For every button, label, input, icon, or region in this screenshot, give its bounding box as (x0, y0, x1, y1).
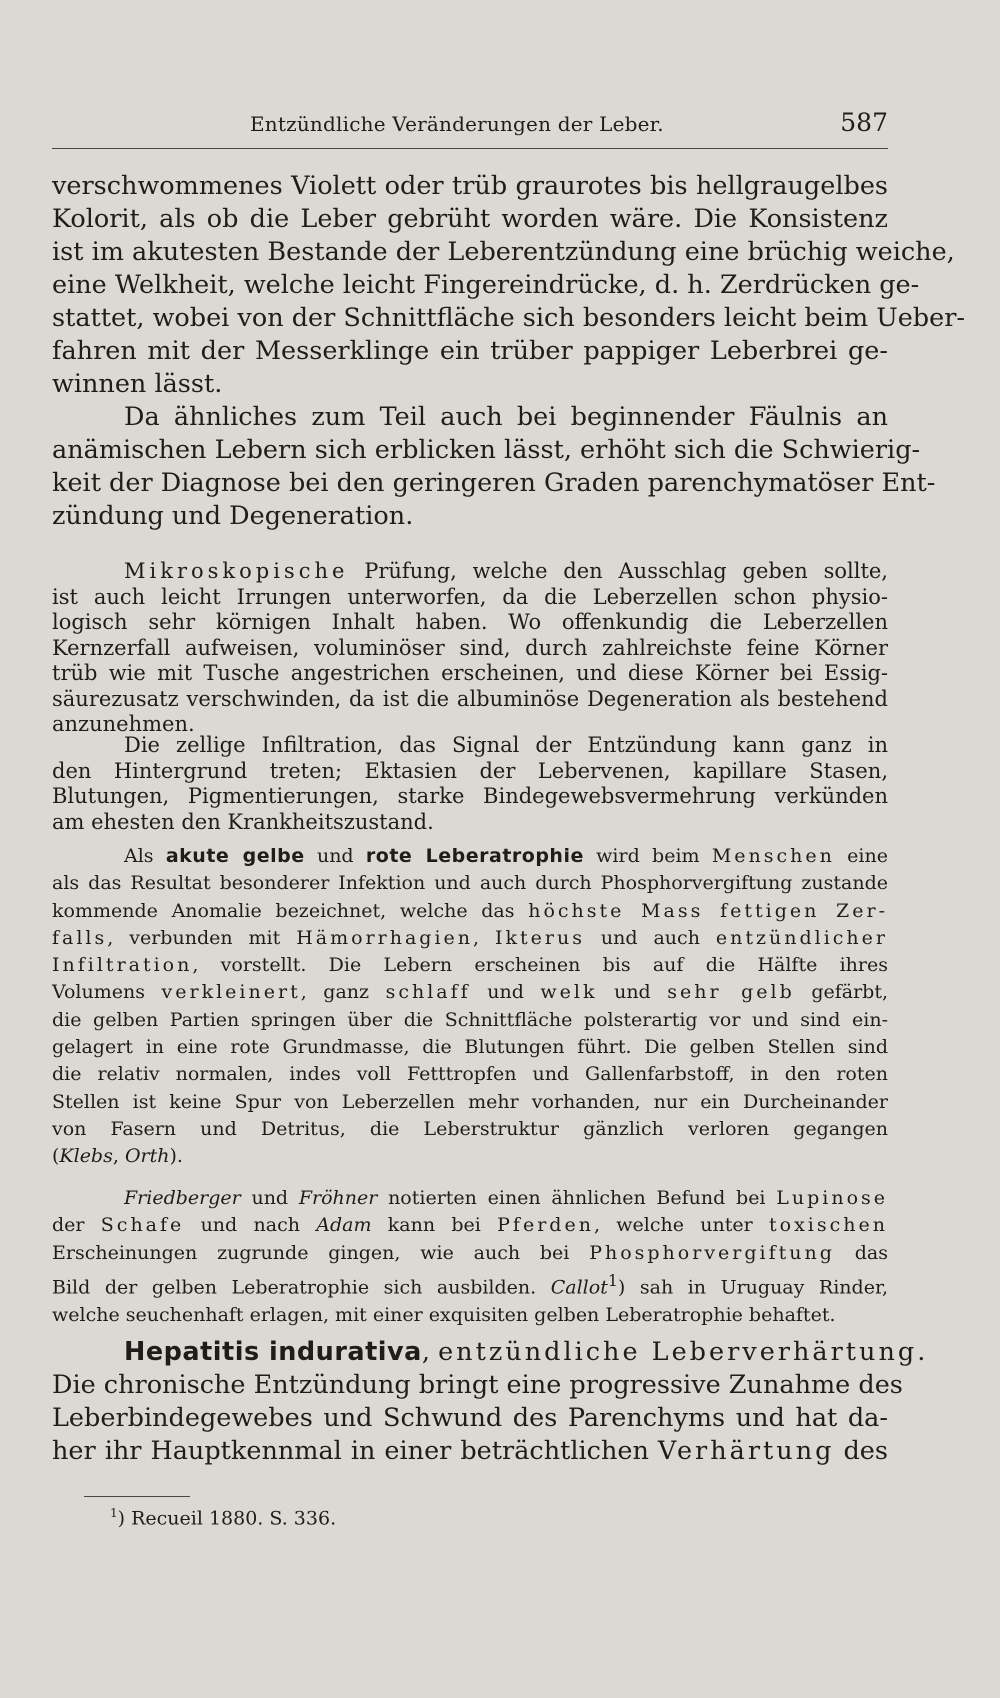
text-line: Die chronische Entzündung bringt eine progressive Zunahme des (52, 1370, 903, 1400)
text-line: fahren mit der Messerklinge ein trüber pappiger Leberbrei ge- (52, 336, 888, 366)
text-line: Da ähnliches zum Teil auch bei beginnender Fäulnis an (124, 402, 888, 432)
author-name: Adam (316, 1214, 372, 1237)
text-line: als das Resultat besonderer Infektion und auch durch Phosphorvergiftung zustande (52, 872, 888, 895)
footnote-ref: 1 (607, 1270, 618, 1290)
text-line: welche seuchenhaft erlagen, mit einer exquisiten gelben Leberatrophie behaftet. (52, 1303, 836, 1326)
paragraph-2 (52, 401, 936, 533)
text-line: anzunehmen. (52, 712, 195, 736)
text-line: anämischen Lebern sich erblicken lässt, erhöht sich die Schwierig- (52, 435, 921, 465)
text-line: der Schafe und nach Adam kann bei Pferden, welche unter toxischen (52, 1214, 888, 1237)
author-name: Callot (550, 1276, 608, 1299)
text-line: von Fasern und Detritus, die Leberstruktur gänzlich verloren gegangen (52, 1117, 888, 1140)
text-line: falls, verbunden mit Hämorrhagien, Ikterus und auch entzündlicher (52, 926, 888, 949)
text-line: gelagert in eine rote Grundmasse, die Blutungen führt. Die gelben Stellen sind (52, 1036, 888, 1059)
text-line: Volumens verkleinert, ganz schlaff und welk und sehr gelb gefärbt, (52, 981, 889, 1004)
text-line: Hepatitis indurativa, entzündliche Leberverhärtung. (124, 1337, 929, 1367)
text-line: Friedberger und Fröhner notierten einen ähnlichen Befund bei Lupinose (124, 1187, 889, 1209)
text-line: winnen lässt. (52, 369, 223, 399)
author-name: Fröhner (298, 1187, 378, 1209)
text-line: die gelben Partien springen über die Schnittfläche polsterartig vor und sind ein- (52, 1008, 888, 1031)
text-line: am ehesten den Krankheitszustand. (52, 809, 434, 834)
paragraph-3 (52, 559, 888, 738)
paragraph-4 (52, 733, 888, 835)
section-hepatitis-indurativa (52, 1336, 929, 1468)
running-header (52, 108, 888, 144)
text-line: eine Welkheit, welche leicht Fingereindrücke, d. h. Zerdrücken ge- (52, 270, 920, 300)
section-heading: Hepatitis indurativa (124, 1337, 422, 1367)
text-line: stattet, wobei von der Schnittfläche sich besonders leicht beim Ueber- (52, 303, 966, 333)
text-line: säurezusatz verschwinden, da ist die albuminöse Degeneration als bestehend (52, 686, 888, 711)
spaced-term: Mikroskopische (124, 559, 349, 583)
body-large-text (52, 170, 966, 533)
text-line: Kolorit, als ob die Leber gebrüht worden wäre. Die Konsistenz (52, 204, 888, 234)
author-name: Klebs (59, 1145, 113, 1168)
text-line: den Hintergrund treten; Ektasien der Lebervenen, kapillare Stasen, (52, 758, 888, 783)
text-line: Als akute gelbe und rote Leberatrophie wird beim Menschen eine (124, 845, 888, 867)
text-line: Die zellige Infiltration, das Signal der Entzündung kann ganz in (124, 733, 888, 757)
page-number: 587 (840, 108, 888, 137)
header-rule (52, 148, 888, 149)
footnote-marker: 1 (110, 1506, 118, 1520)
text-line: Mikroskopische Prüfung, welche den Ausschlag geben sollte, (124, 559, 888, 583)
text-line: ist im akutesten Bestande der Leberentzündung eine brüchig weiche, (52, 237, 955, 267)
text-line: logisch sehr körnigen Inhalt haben. Wo offenkundig die Leberzellen (52, 610, 888, 634)
author-name: Friedberger (124, 1187, 241, 1209)
running-title: Entzündliche Veränderungen der Leber. (250, 112, 664, 136)
text-line: kommende Anomalie bezeichnet, welche das höchste Mass fettigen Zer- (52, 899, 888, 922)
paragraph-6 (52, 1185, 888, 1329)
bold-term: rote Leberatrophie (365, 845, 584, 867)
text-line: Kernzerfall aufweisen, voluminöser sind, durch zahlreichste feine Körner (52, 635, 888, 660)
text-line: (Klebs, Orth). (52, 1145, 183, 1168)
footnote (110, 1506, 336, 1529)
text-line: die relativ normalen, indes voll Fetttropfen und Gallenfarbstoff, in den roten (52, 1063, 888, 1086)
text-line: ist auch leicht Irrungen unterworfen, da die Leberzellen schon physio- (52, 584, 888, 609)
text-line: Blutungen, Pigmentierungen, starke Bindegewebsvermehrung verkünden (52, 784, 888, 808)
paragraph-5 (52, 843, 888, 1171)
footnote-rule (84, 1496, 190, 1497)
text-line: Erscheinungen zugrunde gingen, wie auch bei Phosphorvergiftung das (52, 1241, 888, 1264)
text-line: Bild der gelben Leberatrophie sich ausbilden. Callot$^1$) sah in Uruguay Rinder, (52, 1270, 888, 1299)
text-line: verschwommenes Violett oder trüb graurotes bis hellgraugelbes (52, 171, 888, 201)
bold-term: akute gelbe (165, 845, 305, 867)
text-line: zündung und Degeneration. (52, 501, 414, 531)
text-line: trüb wie mit Tusche angestrichen erscheinen, und diese Körner bei Essig- (52, 661, 888, 685)
footnote-text: ) Recueil 1880. S. 336. (117, 1507, 337, 1530)
text-line: Leberbindegewebes und Schwund des Parenchyms und hat da- (52, 1403, 888, 1433)
text-line: keit der Diagnose bei den geringeren Graden parenchymatöser Ent- (52, 468, 936, 498)
author-name: Orth (124, 1145, 170, 1168)
paragraph-1 (52, 170, 966, 401)
text-line: Infiltration, vorstellt. Die Lebern erscheinen bis auf die Hälfte ihres (52, 954, 888, 977)
text-line: Stellen ist keine Spur von Leberzellen mehr vorhanden, nur ein Durcheinander (52, 1090, 888, 1113)
text-line: her ihr Hauptkennmal in einer beträchtlichen Verhärtung des (52, 1436, 888, 1466)
